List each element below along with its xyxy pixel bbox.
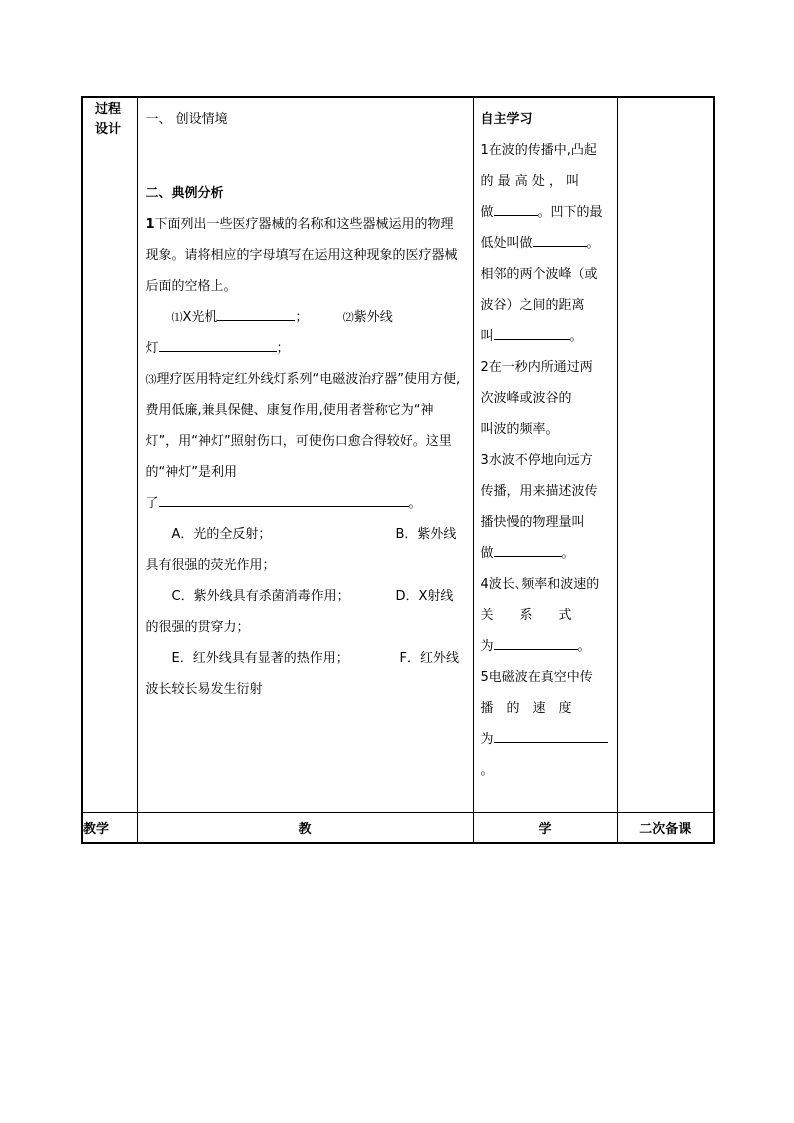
item1-end: ； xyxy=(295,310,309,325)
item1-label: X光机 xyxy=(182,310,218,325)
option-f: F．红外线 xyxy=(399,651,459,666)
self-study-title: 自主学习 xyxy=(480,112,533,127)
item3-end: 。 xyxy=(408,496,422,511)
option-d: D．X射线 xyxy=(395,589,454,604)
relation-answer-blank[interactable] xyxy=(494,634,578,650)
s1-line-c-end: 。凹下的最 xyxy=(537,205,603,220)
option-b: B．紫外线 xyxy=(395,527,457,542)
trough-answer-blank[interactable] xyxy=(533,231,587,247)
item1-answer-blank[interactable] xyxy=(217,305,295,321)
s3-line-b: 传播，用来描述波传 xyxy=(480,484,598,499)
wave-speed-answer-blank[interactable] xyxy=(494,541,562,557)
s4-line-c-end: 。 xyxy=(577,639,591,654)
s4-line-a: 4波长､频率和波速的 xyxy=(480,577,600,592)
footer-learn-label: 学 xyxy=(473,812,617,843)
section-title-situation: 一、 创设情境 xyxy=(145,112,228,127)
item3-number: ⑶ xyxy=(145,373,157,386)
question-intro: 下面列出一些医疗器械的名称和这些器械运用的物理现象。请将相应的字母填写在运用这种现象的医疗器械后面的空格上。 xyxy=(145,217,458,294)
option-a: A．光的全反射； xyxy=(171,527,272,542)
option-d-cont: 的很强的贯穿力； xyxy=(145,620,250,635)
s1-line-f: 波谷）之间的距离 xyxy=(480,298,585,313)
section-title-examples: 二、典例分析 xyxy=(145,186,224,201)
footer-teach-label: 教 xyxy=(137,812,473,843)
process-design-label: 过程设计 xyxy=(95,102,122,137)
s5-line-d: 。 xyxy=(480,763,494,778)
question-number: 1 xyxy=(145,217,155,232)
lesson-plan-table xyxy=(81,96,715,844)
s2-line-a: 2在一秒内所通过两 xyxy=(480,360,593,375)
option-b-cont: 具有很强的荧光作用； xyxy=(145,558,276,573)
footer-second-prep-label: 二次备课 xyxy=(617,812,714,843)
s1-line-d: 低处叫做 xyxy=(480,236,533,251)
process-design-header-cell xyxy=(82,97,137,812)
item2-end: ； xyxy=(276,341,290,356)
s4-line-b: 关 系 式 xyxy=(480,608,572,623)
item2-answer-blank[interactable] xyxy=(159,336,277,352)
s5-line-a: 5电磁波在真空中传 xyxy=(480,670,593,685)
em-speed-answer-blank[interactable] xyxy=(494,727,608,743)
s1-line-a: 1在波的传播中,凸起 xyxy=(480,143,597,158)
item3-text-cont: 了 xyxy=(145,496,159,511)
teacher-content-cell xyxy=(137,97,473,812)
s5-line-c: 为 xyxy=(480,732,494,747)
s3-line-d-end: 。 xyxy=(561,546,575,561)
item3-answer-blank[interactable] xyxy=(159,491,409,507)
s1-line-g-end: 。 xyxy=(569,329,583,344)
wavelength-answer-blank[interactable] xyxy=(494,324,570,340)
item2-label: 紫外线 xyxy=(353,310,393,325)
s1-line-c: 做 xyxy=(480,205,494,220)
s1-line-g: 叫 xyxy=(480,329,494,344)
item1-number: ⑴ xyxy=(171,311,183,324)
crest-answer-blank[interactable] xyxy=(494,200,538,216)
item3-text: 理疗医用特定红外线灯系列“电磁波治疗器”使用方便,费用低廉,兼具保健、康复作用,使用者誉称它为“神灯”，用“神灯”照射伤口，可使伤口愈合得较好。这里的“神灯”是利用 xyxy=(145,372,461,480)
option-c: C．紫外线具有杀菌消毒作用； xyxy=(171,589,350,604)
option-e: E．红外线具有显著的热作用； xyxy=(171,651,349,666)
s3-line-a: 3水波不停地向远方 xyxy=(480,453,593,468)
s2-line-b: 次波峰或波谷的 xyxy=(480,391,572,406)
second-prep-cell xyxy=(617,97,714,812)
s2-line-c: 叫波的频率。 xyxy=(480,422,559,437)
s1-line-e: 相邻的两个波峰（或 xyxy=(480,267,598,282)
s4-line-c: 为 xyxy=(480,639,494,654)
s1-line-b: 的 最 高 处 ， 叫 xyxy=(480,174,580,189)
s3-line-c: 播快慢的物理量叫 xyxy=(480,515,585,530)
item2-number: ⑵ xyxy=(342,311,354,324)
s5-line-b: 播 的 速 度 xyxy=(480,701,572,716)
s1-line-d-end: 。 xyxy=(586,236,600,251)
footer-teaching-label: 教学 xyxy=(82,812,137,843)
student-content-cell xyxy=(473,97,617,812)
s3-line-d: 做 xyxy=(480,546,494,561)
option-f-cont: 波长较长易发生衍射 xyxy=(145,682,263,697)
item2-label-cont: 灯 xyxy=(145,341,159,356)
